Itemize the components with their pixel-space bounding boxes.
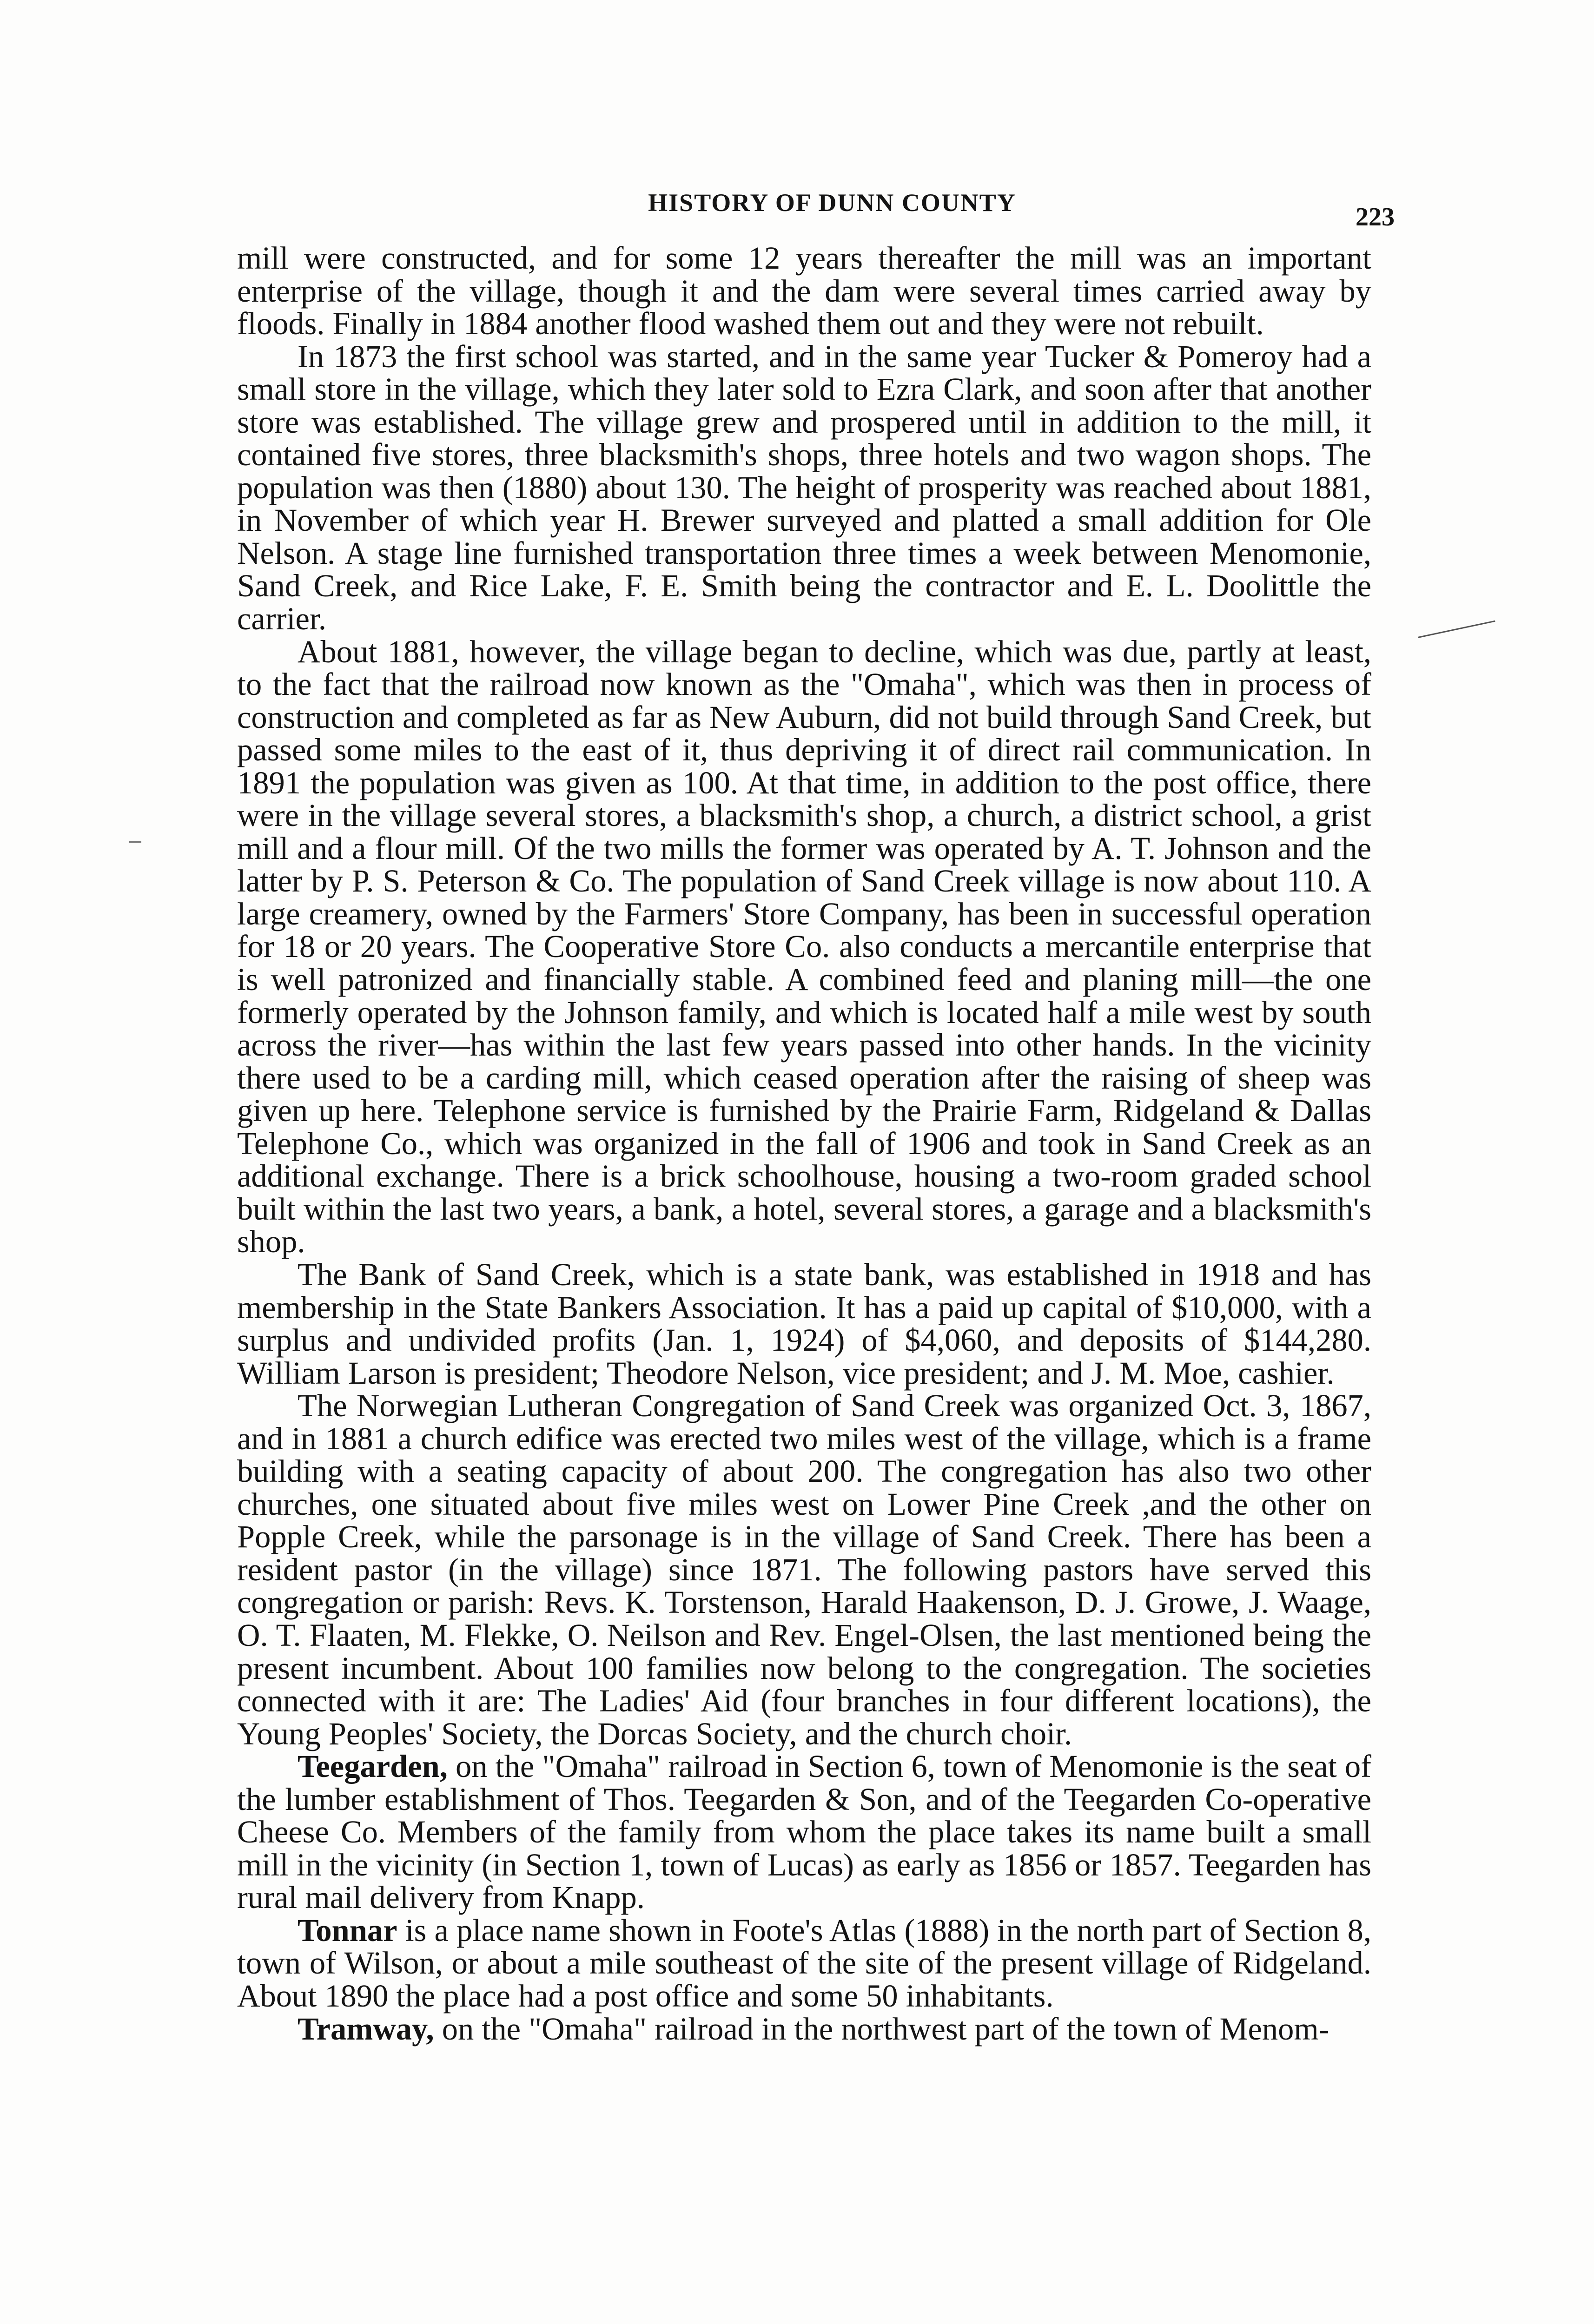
paragraph-mill-continued: [237, 242, 1371, 340]
paragraph-tonnar: [237, 1914, 1371, 2013]
paragraph-first-school: [237, 340, 1371, 635]
paragraph-text: In 1873 the first school was started, and in the same year Tucker & Pomeroy had a small store in the village, which they later sold to Ezra Clark, and soon after that another store was established. The village grew and prospered until in addition to the mill, it contained five stores, three blacksmith's shops, three hotels and two wagon shops. The population was then (1880) about 130. The height of prosperity was reached about 1881, in November of which year H. Brewer surveyed and platted a small addition for Ole Nelson. A stage line furnished transportation three times a week between Menomonie, Sand Creek, and Rice Lake, F. E. Smith being the contractor and E. L. Doolittle the carrier.: [237, 338, 1371, 637]
paragraph-text: mill were constructed, and for some 12 years thereafter the mill was an important enterprise of the village, though it and the dam were several times carried away by floods. Finally in 1884 another flood washed them out and they were not rebuilt.: [237, 240, 1371, 342]
body-text: [237, 242, 1371, 2045]
page-number: 223: [1356, 203, 1395, 231]
margin-tick-mark: [129, 841, 141, 843]
place-name-heading: Teegarden,: [298, 1749, 448, 1784]
paragraph-village-decline: [237, 635, 1371, 1258]
place-name-heading: Tramway,: [298, 2011, 434, 2047]
paragraph-tramway: [237, 2013, 1371, 2046]
margin-pencil-mark: [1418, 621, 1495, 638]
paragraph-text: The Bank of Sand Creek, which is a state bank, was established in 1918 and has membership in the State Bankers Association. It has a paid up capital of $10,000, with a surplus and undivided profits (Jan. 1, 1924) of $4,060, and deposits of $144,280. William Larson is president; Theodore Nelson, vice president; and J. M. Moe, cashier.: [237, 1256, 1371, 1391]
paragraph-teegarden: [237, 1750, 1371, 1914]
paragraph-text: on the "Omaha" railroad in the northwest part of the town of Menom-: [434, 2011, 1329, 2047]
running-head: HISTORY OF DUNN COUNTY: [648, 189, 1016, 217]
paragraph-text: About 1881, however, the village began to decline, which was due, partly at least, to the fact that the railroad now known as the "Omaha", which was then in process of construction and completed as far as New Auburn, did not build through Sand Creek, but passed some miles to the east of it, thus depriving it of direct rail communication. In 1891 the population was given as 100. At that time, in addition to the post office, there were in the village several stores, a blacksmith's shop, a church, a district school, a grist mill and a flour mill. Of the two mills the former was operated by A. T. Johnson and the latter by P. S. Peterson & Co. The population of Sand Creek village is now about 110. A large creamery, owned by the Farmers' Store Company, has been in successful operation for 18 or 20 years. The Cooperative Store Co. also conducts a mercantile enterprise that is well patronized and financially stable. A combined feed and planing mill—the one formerly operated by the Johnson family, and which is located half a mile west by south across the river—has within the last few years passed into other hands. In the vicinity there used to be a carding mill, which ceased operation after the raising of sheep was given up here. Telephone service is furnished by the Prairie Farm, Ridgeland & Dallas Telephone Co., which was organized in the fall of 1906 and took in Sand Creek as an additional exchange. There is a brick schoolhouse, housing a two-room graded school built within the last two years, a bank, a hotel, several stores, a garage and a blacksmith's shop.: [237, 634, 1371, 1260]
paragraph-text: on the "Omaha" railroad in Section 6, town of Menomonie is the seat of the lumber establishment of Thos. Teegarden & Son, and of the Teegarden Co-operative Cheese Co. Members of the family from whom the place takes its name built a small mill in the vicinity (in Section 1, town of Lucas) as early as 1856 or 1857. Teegarden has rural mail delivery from Knapp.: [237, 1749, 1371, 1915]
paragraph-text: is a place name shown in Foote's Atlas (1888) in the north part of Section 8, town of Wilson, or about a mile southeast of the site of the present village of Ridgeland. About 1890 the place had a post office and some 50 inhabitants.: [237, 1912, 1372, 2014]
paragraph-text: The Norwegian Lutheran Congregation of Sand Creek was organized Oct. 3, 1867, and in 1881 a church edifice was erected two miles west of the village, which is a frame building with a seating capacity of about 200. The congregation has also two other churches, one situated about five miles west on Lower Pine Creek ,and the other on Popple Creek, while the parsonage is in the village of Sand Creek. There has been a resident pastor (in the village) since 1871. The following pastors have served this congregation or parish: Revs. K. Torstenson, Harald Haakenson, D. J. Growe, J. Waage, O. T. Flaaten, M. Flekke, O. Neilson and Rev. Engel-Olsen, the last mentioned being the present incumbent. About 100 families now belong to the congregation. The societies connected with it are: The Ladies' Aid (four branches in four different locations), the Young Peoples' Society, the Dorcas Society, and the church choir.: [237, 1388, 1371, 1751]
place-name-heading: Tonnar: [298, 1912, 397, 1948]
paragraph-lutheran-congregation: [237, 1389, 1371, 1750]
paragraph-bank-of-sand-creek: [237, 1258, 1371, 1389]
